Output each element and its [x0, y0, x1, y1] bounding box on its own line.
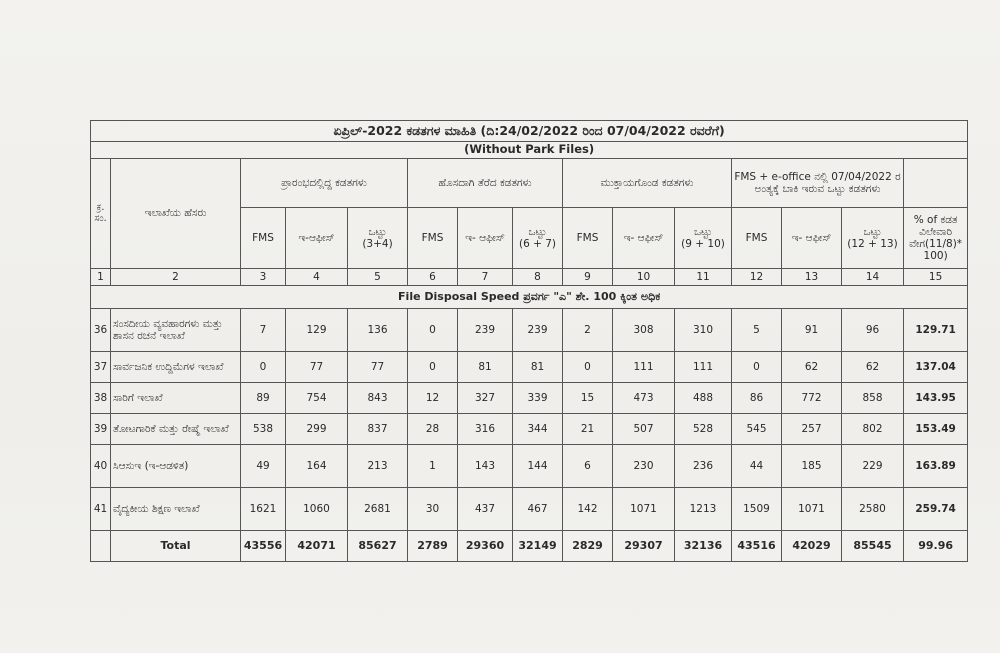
- row-pct: 259.74: [904, 488, 968, 531]
- col-eoffice-new: ಇ- ಆಫೀಸ್: [458, 208, 513, 269]
- col-number: 13: [782, 269, 842, 286]
- table-row: [91, 383, 968, 414]
- cell: 802: [842, 414, 904, 445]
- cell: 229: [842, 445, 904, 488]
- cell: 467: [513, 488, 563, 531]
- cell: 2681: [348, 488, 408, 531]
- cell: 143: [458, 445, 513, 488]
- col-number: 14: [842, 269, 904, 286]
- cell: 0: [408, 309, 458, 352]
- cell: 0: [408, 352, 458, 383]
- row-serial: 37: [91, 352, 111, 383]
- total-cell: 2789: [408, 531, 458, 562]
- report-title: ಏಪ್ರಿಲ್-2022 ಕಡತಗಳ ಮಾಹಿತಿ (ದಿ:24/02/2022 ರಿಂದ 07/04/2022 ರವರೆಗೆ): [91, 121, 968, 142]
- cell: 77: [348, 352, 408, 383]
- col-total-formula: (9 + 10): [681, 238, 725, 250]
- table-row: [91, 414, 968, 445]
- total-cell: 85627: [348, 531, 408, 562]
- cell: 12: [408, 383, 458, 414]
- cell: 30: [408, 488, 458, 531]
- col-number: 9: [563, 269, 613, 286]
- col-fms-new: FMS: [408, 208, 458, 269]
- cell: 111: [613, 352, 675, 383]
- total-cell: 32149: [513, 531, 563, 562]
- cell: 843: [348, 383, 408, 414]
- department-header: ಇಲಾಖೆಯ ಹೆಸರು: [111, 159, 241, 269]
- total-cell: 29360: [458, 531, 513, 562]
- cell: 77: [286, 352, 348, 383]
- category-band-label: File Disposal Speed ಪ್ರವರ್ಗ "ಎ" ಶೇ. 100 ಕ್ಕಿಂತ ಅಧಿಕ: [91, 286, 968, 309]
- cell: 545: [732, 414, 782, 445]
- row-department: ತೋಟಗಾರಿಕೆ ಮತ್ತು ರೇಷ್ಮೆ ಇಲಾಖೆ: [111, 414, 241, 445]
- cell: 6: [563, 445, 613, 488]
- col-eoffice-opening: ಇ-ಆಫೀಸ್: [286, 208, 348, 269]
- col-total-pending: [842, 208, 904, 269]
- row-serial: 40: [91, 445, 111, 488]
- total-blank: [91, 531, 111, 562]
- group-pending-files: FMS + e-office ನಲ್ಲಿ 07/04/2022 ರ ಅಂತ್ಯಕ್ಕೆ ಬಾಕಿ ಇರುವ ಒಟ್ಟು ಕಡತಗಳು: [732, 159, 904, 208]
- cell: 754: [286, 383, 348, 414]
- col-number: 3: [241, 269, 286, 286]
- cell: 239: [458, 309, 513, 352]
- cell: 310: [675, 309, 732, 352]
- col-total-label: ಒಟ್ಟು: [863, 225, 882, 238]
- table-row: [91, 488, 968, 531]
- col-total-formula: (6 + 7): [518, 238, 557, 250]
- col-total-label: ಒಟ್ಟು: [528, 225, 547, 238]
- row-serial: 38: [91, 383, 111, 414]
- row-department: ವೈದ್ಯಕೀಯ ಶಿಕ್ಷಣ ಇಲಾಖೆ: [111, 488, 241, 531]
- cell: 1621: [241, 488, 286, 531]
- cell: 89: [241, 383, 286, 414]
- cell: 2580: [842, 488, 904, 531]
- total-label: Total: [111, 531, 241, 562]
- group-opening-files: ಪ್ರಾರಂಭದಲ್ಲಿದ್ದ ಕಡತಗಳು: [241, 159, 408, 208]
- cell: 299: [286, 414, 348, 445]
- cell: 213: [348, 445, 408, 488]
- cell: 772: [782, 383, 842, 414]
- col-fms-pending: FMS: [732, 208, 782, 269]
- cell: 257: [782, 414, 842, 445]
- col-number: 8: [513, 269, 563, 286]
- report-subtitle: (Without Park Files): [91, 142, 968, 159]
- cell: 316: [458, 414, 513, 445]
- cell: 1071: [782, 488, 842, 531]
- serial-header: ಕ್ರ. ಸಂ.: [91, 159, 111, 269]
- cell: 81: [513, 352, 563, 383]
- total-cell: 2829: [563, 531, 613, 562]
- total-pct: 99.96: [904, 531, 968, 562]
- row-pct: 143.95: [904, 383, 968, 414]
- table-row: [91, 445, 968, 488]
- group-closed-files: ಮುಕ್ತಾಯಗೊಂಡ ಕಡತಗಳು: [563, 159, 732, 208]
- cell: 144: [513, 445, 563, 488]
- col-number: 12: [732, 269, 782, 286]
- cell: 2: [563, 309, 613, 352]
- cell: 129: [286, 309, 348, 352]
- cell: 0: [563, 352, 613, 383]
- row-department: ಸಿಆಸುಇ (ಇ-ಆಡಳಿತ): [111, 445, 241, 488]
- col-fms-opening: FMS: [241, 208, 286, 269]
- cell: 142: [563, 488, 613, 531]
- col-total-formula: (3+4): [362, 238, 393, 250]
- cell: 339: [513, 383, 563, 414]
- cell: 62: [782, 352, 842, 383]
- col-total-formula: (12 + 13): [847, 238, 898, 250]
- col-total-label: ಒಟ್ಟು: [368, 225, 387, 238]
- cell: 1071: [613, 488, 675, 531]
- col-number: 4: [286, 269, 348, 286]
- cell: 538: [241, 414, 286, 445]
- cell: 507: [613, 414, 675, 445]
- cell: 528: [675, 414, 732, 445]
- cell: 837: [348, 414, 408, 445]
- col-total-new: [513, 208, 563, 269]
- col-total-closed: [675, 208, 732, 269]
- cell: 1: [408, 445, 458, 488]
- col-fms-closed: FMS: [563, 208, 613, 269]
- row-serial: 41: [91, 488, 111, 531]
- cell: 62: [842, 352, 904, 383]
- row-pct: 153.49: [904, 414, 968, 445]
- row-department: ಸಾರಿಗೆ ಇಲಾಖೆ: [111, 383, 241, 414]
- column-number-row: [91, 269, 968, 286]
- col-eoffice-pending: ಇ- ಆಫೀಸ್: [782, 208, 842, 269]
- total-cell: 42029: [782, 531, 842, 562]
- col-number: 2: [111, 269, 241, 286]
- cell: 15: [563, 383, 613, 414]
- cell: 0: [732, 352, 782, 383]
- cell: 86: [732, 383, 782, 414]
- cell: 0: [241, 352, 286, 383]
- col-number: 5: [348, 269, 408, 286]
- cell: 230: [613, 445, 675, 488]
- cell: 44: [732, 445, 782, 488]
- cell: 96: [842, 309, 904, 352]
- cell: 239: [513, 309, 563, 352]
- cell: 5: [732, 309, 782, 352]
- col-eoffice-closed: ಇ- ಆಫೀಸ್: [613, 208, 675, 269]
- col-number: 7: [458, 269, 513, 286]
- cell: 7: [241, 309, 286, 352]
- cell: 344: [513, 414, 563, 445]
- cell: 185: [782, 445, 842, 488]
- cell: 327: [458, 383, 513, 414]
- cell: 1213: [675, 488, 732, 531]
- total-cell: 32136: [675, 531, 732, 562]
- total-cell: 29307: [613, 531, 675, 562]
- row-department: ಸಂಸದೀಯ ವ್ಯವಹಾರಗಳು ಮತ್ತು ಶಾಸನ ರಚನೆ ಇಲಾಖೆ: [111, 309, 241, 352]
- table-row: [91, 309, 968, 352]
- col-total-opening: [348, 208, 408, 269]
- file-status-table: [90, 120, 968, 562]
- col-number: 11: [675, 269, 732, 286]
- row-serial: 36: [91, 309, 111, 352]
- row-pct: 137.04: [904, 352, 968, 383]
- group-new-files: ಹೊಸದಾಗಿ ತೆರೆದ ಕಡತಗಳು: [408, 159, 563, 208]
- col-disposal-pct: % of ಕಡತ ವಿಲೇವಾರಿ ವೇಗ(11/8)* 100): [904, 208, 968, 269]
- cell: 136: [348, 309, 408, 352]
- row-serial: 39: [91, 414, 111, 445]
- cell: 111: [675, 352, 732, 383]
- cell: 28: [408, 414, 458, 445]
- cell: 308: [613, 309, 675, 352]
- cell: 164: [286, 445, 348, 488]
- cell: 91: [782, 309, 842, 352]
- col-number: 6: [408, 269, 458, 286]
- cell: 49: [241, 445, 286, 488]
- cell: 1060: [286, 488, 348, 531]
- row-pct: 129.71: [904, 309, 968, 352]
- col-total-label: ಒಟ್ಟು: [693, 225, 712, 238]
- total-cell: 43556: [241, 531, 286, 562]
- col-number: 1: [91, 269, 111, 286]
- cell: 437: [458, 488, 513, 531]
- col-number: 15: [904, 269, 968, 286]
- total-cell: 42071: [286, 531, 348, 562]
- total-row: [91, 531, 968, 562]
- row-pct: 163.89: [904, 445, 968, 488]
- cell: 236: [675, 445, 732, 488]
- col-number: 10: [613, 269, 675, 286]
- total-cell: 43516: [732, 531, 782, 562]
- cell: 21: [563, 414, 613, 445]
- pct-header-spacer: [904, 159, 968, 208]
- row-department: ಸಾರ್ವಜನಿಕ ಉದ್ದಿಮೆಗಳ ಇಲಾಖೆ: [111, 352, 241, 383]
- cell: 488: [675, 383, 732, 414]
- cell: 81: [458, 352, 513, 383]
- cell: 1509: [732, 488, 782, 531]
- cell: 473: [613, 383, 675, 414]
- cell: 858: [842, 383, 904, 414]
- total-cell: 85545: [842, 531, 904, 562]
- table-row: [91, 352, 968, 383]
